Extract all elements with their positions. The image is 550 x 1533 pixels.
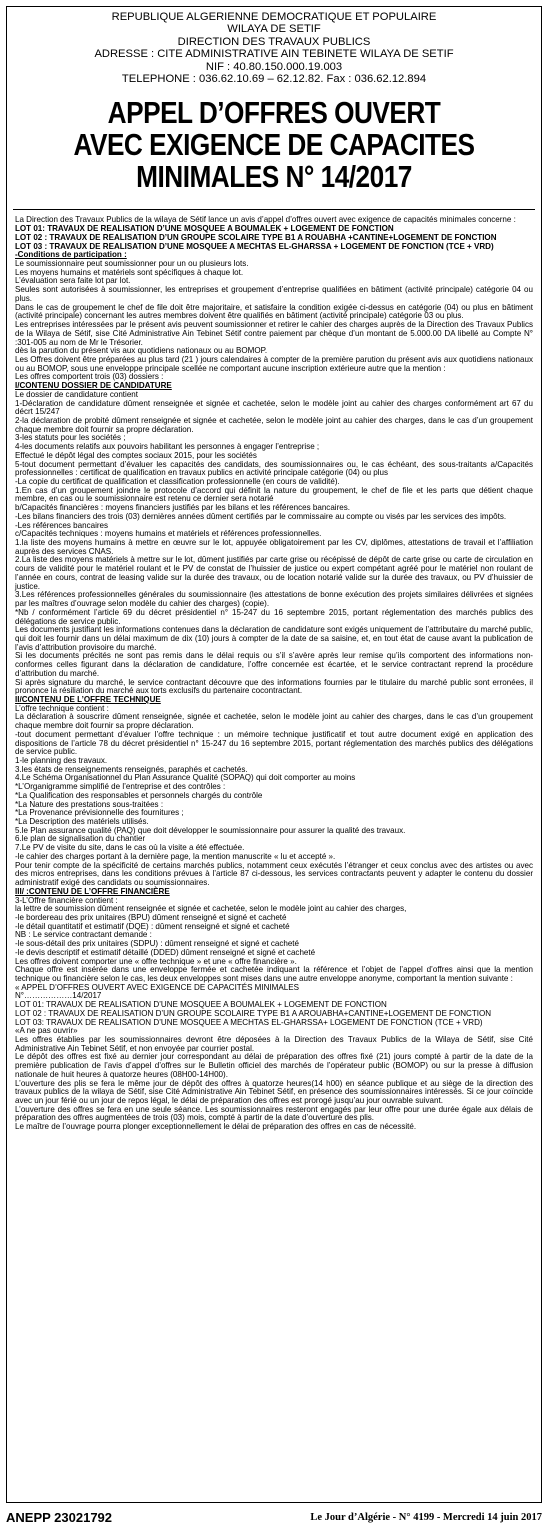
footer (6, 1510, 542, 1528)
body-paragraph: L’ouverture des plis se fera le même jour de dépôt des offres à quatorze heures(14 h00) en séance publique et au siège de la direction des travaux publics de la wilaya de Sétif, sise Cité Administrative Ain Tebinet Sétif, en présence des soumissionnaires intéressés. Si ce jour coïncide avec un jour férié ou un jour de repos légal, le délai de préparation des offres est prorogé jusqu’au jour ouvrable suivant. (15, 1078, 533, 1106)
body-paragraph: Le dépôt des offres est fixé au dernier jour correspondant au délai de préparation des offres fixé (21) jours compté à partir de la date de la première publication de l’avis d’appel d’offres sur le Bulletin officiel des marchés de l’opérateur public (BOMOP) ou sur la presse à diffusion nationale de huit heures à quatorze heures (08H00-14H00). (15, 1052, 533, 1079)
title-line: AVEC EXIGENCE DE CAPACITES (73, 128, 475, 163)
body-paragraph: 1.En cas d’un groupement joindre le protocole d’accord qui définit la nature du groupement, le chef de file et les parts que détient chaque membre, en cas ou le soumissionnaire est retenu ce dernier sera notarié (15, 485, 533, 504)
body-paragraph: L’évaluation sera faite lot par lot. (15, 276, 131, 286)
body-paragraph: Le dossier de candidature contient (15, 389, 139, 399)
body-paragraph: 2.La liste des moyens matériels à mettre sur le lot, dûment justifiés par carte grise ou récépissé de dépôt de carte grise ou carte de circulation en cours de validité pour le matériel roulant et le PV de constat de l’huissier de justice ou expert compétant agréé pour le matériel non roulant de l’année en cours, contrat de leasing valide sur la durée des travaux, ou de location notarié valide sur la durée des travaux, ou PV d’huissier de justice. (15, 555, 533, 591)
body-paragraph: c/Capacités techniques : moyens humains et matériels et références professionnelles. (15, 529, 322, 539)
header-line: WILAYA DE SETIF (227, 23, 321, 36)
body-paragraph: Les offres établies par les soumissionnaires devront être déposées à la Direction des Travaux Publics de la Wilaya de Sétif, sise Cité Administrative Ain Tebinet Sétif, et non envoyée par courrier postal. (15, 1035, 533, 1053)
notice-body (7, 210, 541, 1131)
body-paragraph: Les Offres doivent être préparées au plus tard (21 ) jours calendaires à compter de la première parution du présent avis aux quotidiens nationaux ou au BOMOP, sous une enveloppe principale scellée ne comportant aucune inscription extérieure autre que la mention : (15, 354, 533, 373)
header-line: TELEPHONE : 036.62.10.69 – 62.12.82. Fax : 036.62.12.894 (121, 73, 427, 86)
body-paragraph: -tout document permettant d’évaluer l’offre technique : un mémoire technique justificatif et tout autre document exigé en application des dispositions de l’article 78 du décret présidentiel n° 15-247 du 16 septembre 2015, portant réglementation des marchés publics des délégations de service public. (15, 729, 533, 757)
body-paragraph: 2-la déclaration de probité dûment renseignée et signée et cachetée, selon le modèle joint au cahier des charges, dans le cas d’un groupement chaque membre doit fournir sa propre déclaration. (15, 415, 533, 434)
body-paragraph: N°………………14/2017 (15, 991, 102, 1001)
body-paragraph: la lettre de soumission dûment renseignée et signée et cachetée, selon le modèle joint au cahier des charges, (15, 904, 407, 914)
body-paragraph: Les offres comportent trois (03) dossiers : (15, 372, 164, 382)
body-paragraph: La Direction des Travaux Publics de la wilaya de Sétif lance un avis d’appel d’offres ouvert avec exigence de capacités minimales concerne : (15, 215, 516, 225)
body-paragraph: Les moyens humains et matériels sont spécifiques à chaque lot. (15, 267, 244, 277)
body-paragraph: -le détail quantitatif et estimatif (DQE) : dûment renseigné et signé et cacheté (15, 921, 290, 931)
body-paragraph: 4.Le Schéma Organisationnel du Plan Assurance Qualité (SOPAQ) qui doit comporter au moins (15, 773, 356, 783)
body-paragraph: 1-Déclaration de candidature dûment renseignée et signée et cachetée, selon le modèle joint au cahier des charges conformément art 67 du décrt 15/247 (15, 398, 533, 417)
body-paragraph: LOT 03 : TRAVAUX DE REALISATION D’UNE MOSQUEE A MECHTAS EL-GHARSSA + LOGEMENT DE FONCTION (TCE + VRD) (15, 241, 494, 251)
body-paragraph: *L’Organigramme simplifié de l’entreprise et des contrôles : (15, 782, 226, 792)
body-paragraph: Effectué le dépôt légal des comptes sociaux 2015, pour les sociétés (15, 450, 257, 460)
footer-ref: ANEPP 23021792 (6, 1510, 113, 1525)
body-paragraph: dès la parution du présent vis aux quotidiens nationaux ou au BOMOP. (15, 346, 268, 356)
body-paragraph: LOT 01: TRAVAUX DE REALISATION D’UNE MOSQUEE A BOUMALEK + LOGEMENT DE FONCTION (15, 224, 394, 234)
body-paragraph: Le soumissionnaire peut soumissionner pour un ou plusieurs lots. (15, 259, 249, 269)
body-paragraph: *La Qualification des responsables et personnels chargés du contrôle (15, 790, 263, 800)
header-line: REPUBLIQUE ALGERIENNE DEMOCRATIQUE ET POPULAIRE (111, 11, 437, 23)
body-paragraph: Pour tenir compte de la spécificité de certains marchés publics, notamment ceux exécutés l’étranger et ceux conclus avec des artistes ou avec des micros entreprises, dans les conditions prévues à l’article 87 ci-dessous, les services contractants peuvent y adapter le contenu du dossier administratif exigé des candidats ou soumissionnaires. (15, 860, 533, 888)
body-paragraph: 4-les documents relatifs aux pouvoirs habilitant les personnes à engager l’entreprise ; (15, 442, 320, 452)
body-paragraph: LOT 02 : TRAVAUX DE REALISATION D’UN GROUPE SCOLAIRE TYPE B1 A AROUABHA+CANTINE+LOGEMENT DE FONCTION (15, 1008, 492, 1018)
header-line: ADRESSE : CITE ADMINISTRATIVE AIN TEBINETE WILAYA DE SETIF (94, 48, 454, 61)
notice-frame (6, 6, 542, 1503)
body-paragraph: 1.la liste des moyens humains à mettre en œuvre sur le lot, appuyée obligatoirement par les CV, diplômes, attestations de travail et l’affiliation auprès des services CNAS. (15, 538, 533, 556)
body-paragraph: -le cahier des charges portant à la dernière page, la mention manuscrite « lu et accepté ». (15, 851, 336, 861)
body-paragraph: Les documents justifiant les informations contenues dans la déclaration de candidature sont exigés uniquement de l’attributaire du marché public, qui doit les fournir dans un délai maximum de dix (10) jours à compter de la date de sa saisine, et, en tout état de cause avant la publication de l’avis d’attribution provisoire du marché. (15, 625, 533, 652)
body-paragraph: LOT 01: TRAVAUX DE REALISATION D’UNE MOSQUEE A BOUMALEK + LOGEMENT DE FONCTION (15, 1000, 387, 1010)
body-paragraph: -Les bilans financiers des trois (03) dernières années dûment certifiés par le commissaire au compte ou visés par les services des impôts. (15, 511, 507, 521)
body-paragraph: b/Capacités financières : moyens financiers justifiés par les bilans et les références bancaires. (15, 503, 351, 513)
body-paragraph: -le sous-détail des prix unitaires (SDPU) : dûment renseigné et signé et cacheté (15, 939, 300, 949)
body-paragraph: -le bordereau des prix unitaires (BPU) dûment renseigné et signé et cacheté (15, 912, 287, 922)
body-paragraph: «A ne pas ouvrir» (15, 1026, 78, 1036)
body-paragraph: Dans le cas de groupement le chef de file doit être majoritaire, et satisfaire la condition exigée ci-dessus en catégorie (04) ou plus en bâtiment (activité principale) concernant les autres membres doivent être qualifiés en bâtiment (activité principale) catégorie 03 ou plus. (15, 302, 533, 321)
body-paragraph: « APPEL D’OFFRES OUVERT AVEC EXIGENCE DE CAPACITÉS MINIMALES (15, 982, 299, 992)
body-paragraph: -La copie du certificat de qualification et classification professionnelle (en cours de validité). (15, 477, 340, 486)
body-paragraph: III/ :CONTENU DE L’OFFRE FINANCIÈRE (15, 886, 170, 896)
body-paragraph: 3-les statuts pour les sociétés ; (15, 433, 126, 443)
page-title (44, 97, 503, 193)
body-paragraph: -Conditions de participation : (15, 250, 127, 260)
header-line: NIF : 40.80.150.000.19.003 (205, 60, 343, 73)
body-paragraph: -le devis descriptif et estimatif détaillé (DDED) dûment renseigné et signé et cacheté (15, 947, 316, 957)
body-paragraph: 3-L’Offre financière contient : (15, 895, 118, 905)
body-paragraph: 7.Le PV de visite du site, dans le cas où la visite a été effectuée. (15, 843, 245, 853)
title-line: MINIMALES N° 14/2017 (136, 160, 412, 195)
body-paragraph: L’offre technique contient : (15, 703, 109, 713)
body-paragraph: Les entreprises intéressées par le présent avis peuvent soumissionner et retirer le cahier des charges auprès de la Direction des Travaux Publics de la Wilaya de Sétif, sise Cité Administrative Ain Tebinet Sétif contre paiement par chèque d’un montant de 5.000.00 DA libellé au Compte N° :301-005 au nom de Mr le Trésorier. (15, 320, 533, 347)
body-paragraph: 3.les états de renseignements renseignés, paraphés et cachetés. (15, 764, 248, 774)
body-paragraph: LOT 02 : TRAVAUX DE REALISATION D’UN GROUPE SCOLAIRE TYPE B1 A ROUABHA +CANTINE+LOGEMENT DE FONCTION (15, 232, 497, 242)
body-paragraph: Les offres doivent comporter une « offre technique » et une « offre financière ». (15, 956, 297, 966)
body-paragraph: Si les documents précités ne sont pas remis dans le délai requis ou s’il s’avère après leur remise qu’ils comportent des informations non-conformes celles figurant dans la déclaration de candidature, l’offre concernée est écartée, et le service contractant reprend la procédure d’attribution du marché. (15, 651, 533, 678)
body-paragraph: 6.le plan de signalisation du chantier (15, 834, 146, 844)
body-paragraph: *La Nature des prestations sous-traitées : (15, 799, 164, 809)
body-paragraph: La déclaration à souscrire dûment renseignée, signée et cachetée, selon le modèle joint au cahier des charges, dans le cas d’un groupement chaque membre doit fournir sa propre déclaration. (15, 712, 533, 731)
title-line: APPEL D’OFFRES OUVERT (107, 96, 441, 131)
body-paragraph: II/CONTENU DE L’OFFRE TECHNIQUE (15, 694, 161, 704)
body-paragraph: L’ouverture des offres se fera en une seule séance. Les soumissionnaires resteront engagés par leur offre pour une durée égale aux délais de préparation des offres augmentées de trois (03) mois, compté à partir de la date d’ouverture des plis. (15, 1104, 533, 1123)
body-paragraph: NB : Le service contractant demande : (15, 930, 152, 940)
body-paragraph: Chaque offre est insérée dans une enveloppe fermée et cachetée indiquant la référence et l’objet de l’appel d’offres ainsi que la mention technique ou financière selon le cas, les deux enveloppes sont mises dans une autre enveloppe anonyme, comportant la mention suivante : (15, 965, 533, 983)
footer-publication: Le Jour d’Algérie - N° 4199 - Mercredi 14 juin 2017 (310, 1512, 542, 1523)
header-line: DIRECTION DES TRAVAUX PUBLICS (177, 35, 371, 48)
body-paragraph: *Nb / conformément l’article 69 du décret présidentiel n° 15-247 du 16 septembre 2015, portant réglementation des marchés publics des délégations de service public. (15, 607, 533, 626)
body-paragraph: -Les références bancaires (15, 520, 109, 530)
body-paragraph: 1-le planning des travaux. (15, 756, 108, 765)
body-paragraph: LOT 03: TRAVAUX DE REALISATION D’UNE MOSQUEE A MECHTAS EL-GHARSSA+ LOGEMENT DE FONCTION (TCE + VRD) (15, 1017, 483, 1027)
body-paragraph: Le maître de l’ouvrage pourra plonger exceptionnellement le délai de préparation des offres en cas de nécessité. (15, 1122, 417, 1132)
body-paragraph: 5-tout document permettant d’évaluer les capacités des candidats, des soumissionnaires ou, le cas échéant, des sous-traitants a/Capacités professionnelles : certificat de qualification en travaux publics en activité principale catégorie (04) ou plus (15, 459, 533, 478)
body-paragraph: *La Description des matériels utilisés. (15, 817, 149, 827)
body-paragraph: *La Provenance prévisionnelle des fournitures ; (15, 808, 184, 818)
body-paragraph: I/CONTENU DOSSIER DE CANDIDATURE (15, 381, 172, 391)
body-paragraph: Si après signature du marché, le service contractant découvre que des informations fournies par le titulaire du marché public sont erronées, il prononce la résiliation du marché aux torts exclusifs du partenaire cocontractant. (15, 677, 533, 696)
header-block (7, 7, 541, 85)
body-paragraph: 3.Les références professionnelles générales du soumissionnaire (les attestations de bonne exécution des projets similaires délivrées et signées par les maîtres d’ouvrage selon modèle du cahier des charges) (copie). (15, 590, 533, 609)
body-paragraph: Seules sont autorisées à soumissionner, les entreprises et groupement d’entreprise qualifiées en bâtiment (activité principale) catégorie 04 ou plus. (15, 285, 533, 303)
body-paragraph: 5.le Plan assurance qualité (PAQ) que doit développer le soumissionnaire pour assurer la qualité des travaux. (15, 825, 406, 835)
